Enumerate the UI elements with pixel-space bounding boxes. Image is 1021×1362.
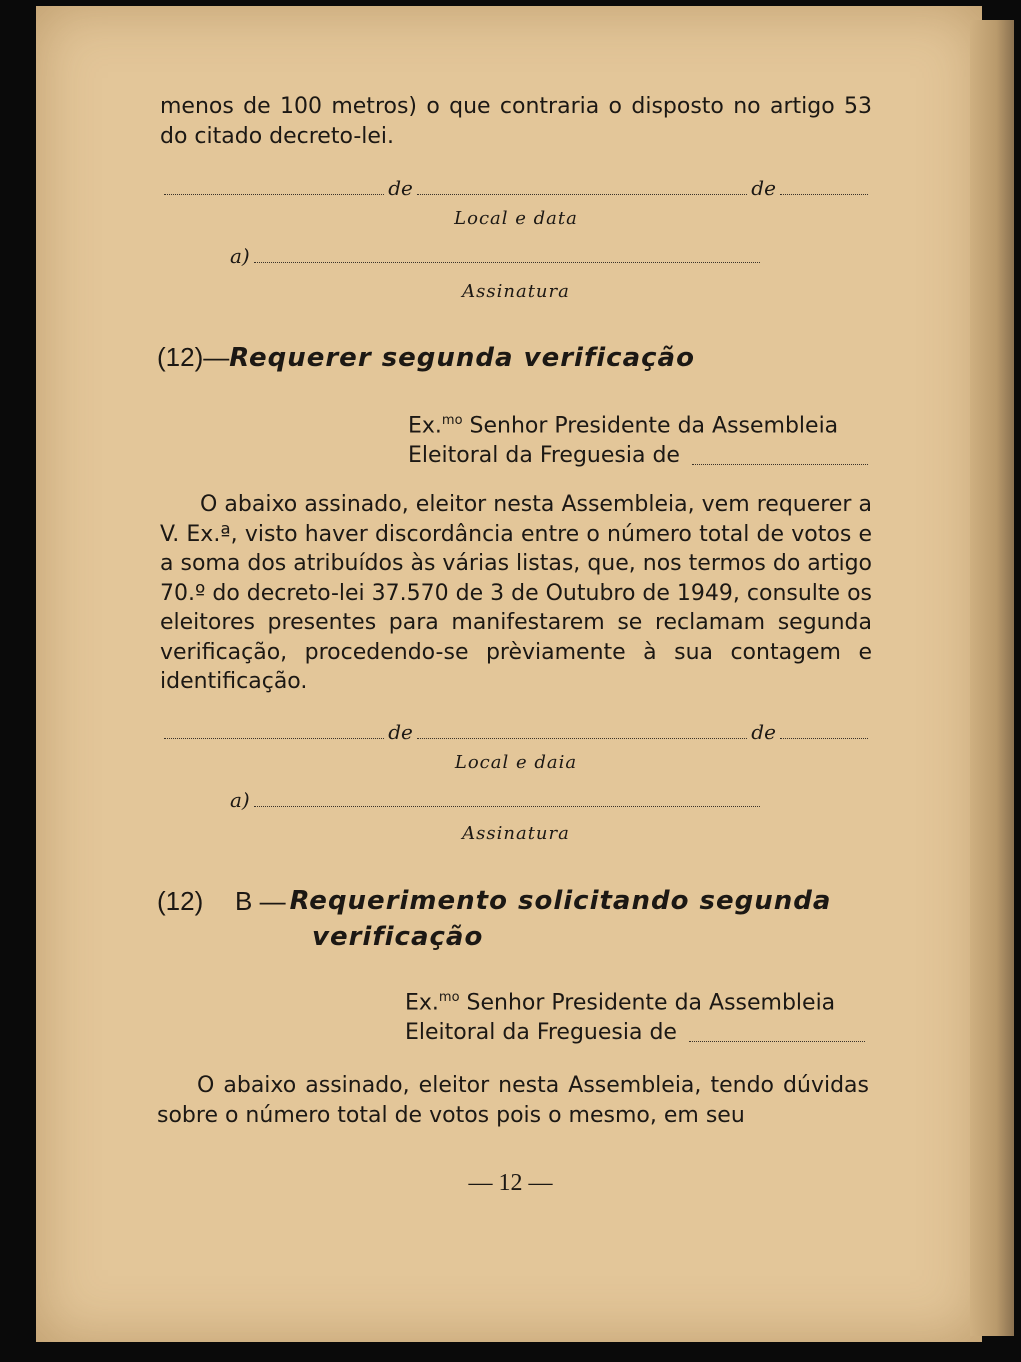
section-title-line-2: verificação [312,922,484,952]
dotted-line [689,1041,865,1042]
local-date-line-2 [160,720,872,744]
section-12-heading [157,342,695,373]
dotted-line [692,464,868,465]
local-date-line-1 [160,176,872,200]
top-paragraph: menos de 100 metros) o que contraria o disposto no artigo 53 do citado decreto-lei. [160,94,872,149]
dotted-line [780,194,868,195]
section-title: Requerer segunda verificação [229,343,695,373]
dotted-line [164,738,384,739]
local-data-caption: Local e data [454,208,578,229]
section-dash: — [203,342,230,372]
address-line-1: Ex.$^{mo}$ Senhor Presidente da Assembleia [408,413,839,439]
address-line-2: Eleitoral da Freguesia de [408,441,872,471]
signature-line-1 [230,244,764,268]
de-label: de [751,720,776,744]
dotted-line [254,262,760,263]
dotted-line [780,738,868,739]
address-line-1: Ex.$^{mo}$ Senhor Presidente da Assembleia [405,990,836,1016]
dotted-line [417,738,747,739]
section-12b-heading [157,886,877,952]
dotted-line [164,194,384,195]
de-label: de [388,720,413,744]
a-label: a) [230,788,250,812]
dotted-line [417,194,747,195]
address-line-2: Eleitoral da Freguesia de [405,1018,869,1048]
section-12b-body: O abaixo assinado, eleitor nesta Assembleia, tendo dúvidas sobre o número total de votos pois o mesmo, em seu [157,1073,869,1128]
page-number: — 12 — [468,1170,553,1196]
address-block-2 [405,983,869,1047]
address-block-1 [408,406,872,470]
section-12-body: O abaixo assinado, eleitor nesta Assembleia, vem requerer a V. Ex.ª, visto haver discordância entre o número total de votos e a soma dos atribuídos às várias listas, que, nos termos do artigo 70.º do decreto-lei 37.570 de 3 de Outubro de 1949, consulte os eleitores presentes para manifestarem se reclamam segunda verificação, procedendo-se prèviamente à sua contagem e identificação. [160,492,872,694]
assinatura-caption: Assinatura [462,823,570,844]
local-data-caption: Local e daia [454,752,578,773]
a-label: a) [230,244,250,268]
dotted-line [254,806,760,807]
de-label: de [388,176,413,200]
assinatura-caption: Assinatura [462,281,570,302]
section-number: (12) [157,342,204,372]
signature-line-2 [230,788,764,812]
de-label: de [751,176,776,200]
page-edge [970,20,1014,1336]
section-number: (12) [157,886,204,916]
section-letter: B — [235,886,286,916]
section-title-line-1: Requerimento solicitando segunda [289,886,832,916]
